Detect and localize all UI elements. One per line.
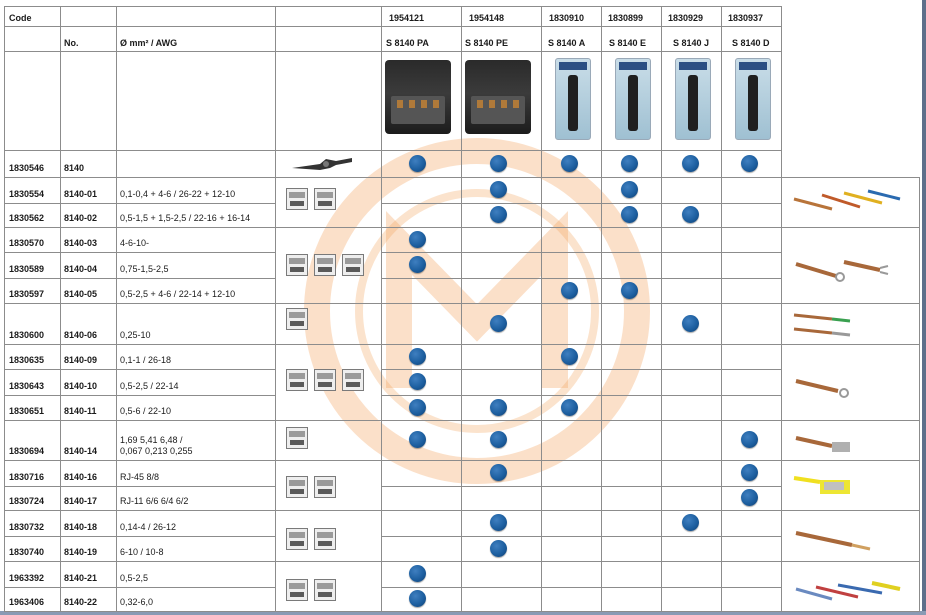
row-size: 0,5-2,5 / 22-14 — [120, 381, 179, 391]
die-set-icon — [286, 308, 308, 330]
row-size: 0,1-0,4 + 4-6 / 26-22 + 12-10 — [120, 189, 236, 199]
row-code: 1830740 — [9, 547, 45, 557]
compatibility-dot — [561, 348, 578, 365]
grid-line — [4, 51, 781, 52]
grid-line — [4, 26, 781, 27]
row-number: 8140-16 — [64, 472, 98, 482]
row-number: 8140-09 — [64, 355, 98, 365]
die-set-icon — [342, 254, 364, 276]
grid-line — [4, 536, 275, 537]
die-set-icon — [286, 528, 308, 550]
row-number: 8140-04 — [64, 264, 98, 274]
grid-line — [116, 6, 117, 611]
terminal-photo-icon — [792, 472, 902, 502]
watermark-logo-icon — [304, 138, 650, 484]
row-code: 1830562 — [9, 213, 45, 223]
row-size: 0,75-1,5-2,5 — [120, 264, 169, 274]
die-set-icon — [286, 188, 308, 210]
row-number: 8140-06 — [64, 330, 98, 340]
compatibility-dot — [409, 399, 426, 416]
grid-line — [4, 344, 275, 345]
grid-line — [721, 6, 722, 611]
row-size: 0,1-1 / 26-18 — [120, 355, 172, 365]
compatibility-dot — [409, 590, 426, 607]
grid-line — [4, 177, 275, 178]
compatibility-dot — [621, 181, 638, 198]
row-number: 8140-21 — [64, 573, 98, 583]
compatibility-dot — [490, 540, 507, 557]
kit-case-icon — [385, 60, 451, 134]
compatibility-dot — [741, 489, 758, 506]
compatibility-dot — [741, 431, 758, 448]
compatibility-dot — [490, 431, 507, 448]
die-set-icon — [286, 254, 308, 276]
die-set-icon — [314, 579, 336, 601]
compatibility-dot — [621, 206, 638, 223]
column-name-5: S 8140 J — [673, 38, 710, 48]
grid-line — [4, 369, 275, 370]
grid-line — [4, 252, 275, 253]
row-size: 1,69 5,41 6,48 / — [120, 435, 183, 445]
grid-line — [781, 510, 920, 511]
row-number: 8140-19 — [64, 547, 98, 557]
grid-line — [781, 303, 920, 304]
grid-line — [381, 611, 781, 612]
die-set-icon — [314, 254, 336, 276]
row-code: 1830716 — [9, 472, 45, 482]
row-number: 8140-01 — [64, 189, 98, 199]
size-header: Ø mm² / AWG — [120, 38, 178, 48]
grid-line — [4, 203, 275, 204]
grid-line — [4, 510, 275, 511]
terminal-photo-icon — [792, 309, 902, 339]
row-size: 4-6-10- — [120, 238, 150, 248]
grid-line — [275, 177, 381, 178]
compatibility-dot — [409, 231, 426, 248]
grid-line — [4, 303, 275, 304]
column-code-2: 1954148 — [469, 13, 505, 23]
terminal-photo-icon — [792, 579, 902, 609]
row-code: 1830546 — [9, 163, 45, 173]
die-set-icon — [286, 476, 308, 498]
grid-line — [4, 587, 275, 588]
row-size: 0,5-6 / 22-10 — [120, 406, 172, 416]
compatibility-dot — [409, 431, 426, 448]
row-number: 8140-17 — [64, 496, 98, 506]
die-set-icon — [286, 369, 308, 391]
column-code-4: 1830899 — [608, 13, 644, 23]
compatibility-dot — [741, 464, 758, 481]
terminal-photo-icon — [792, 256, 902, 286]
right-edge-border — [922, 0, 926, 615]
terminal-photo-icon — [792, 527, 902, 557]
compatibility-dot — [682, 155, 699, 172]
terminal-photo-icon — [792, 375, 902, 405]
die-set-icon — [314, 476, 336, 498]
compatibility-dot — [561, 282, 578, 299]
row-code: 1830554 — [9, 189, 45, 199]
row-code: 1830597 — [9, 289, 45, 299]
die-set-icon — [314, 369, 336, 391]
grid-line — [781, 611, 920, 612]
blister-pack-icon — [675, 58, 711, 140]
compatibility-dot — [490, 181, 507, 198]
grid-line — [781, 561, 920, 562]
blister-pack-icon — [735, 58, 771, 140]
column-code-5: 1830929 — [668, 13, 704, 23]
compatibility-dot — [682, 315, 699, 332]
grid-line — [4, 561, 275, 562]
compatibility-dot — [490, 206, 507, 223]
column-name-4: S 8140 E — [609, 38, 647, 48]
column-name-6: S 8140 D — [732, 38, 770, 48]
column-code-3: 1830910 — [549, 13, 585, 23]
die-set-icon — [314, 528, 336, 550]
grid-line — [4, 278, 275, 279]
grid-line — [4, 460, 275, 461]
row-size: 0,5-2,5 + 4-6 / 22-14 + 12-10 — [120, 289, 236, 299]
grid-line — [781, 460, 920, 461]
die-set-icon — [342, 369, 364, 391]
grid-line — [275, 344, 381, 345]
row-code: 1830570 — [9, 238, 45, 248]
grid-line — [275, 611, 381, 612]
row-code: 1963406 — [9, 597, 45, 607]
row-code: 1830732 — [9, 522, 45, 532]
compatibility-dot — [561, 155, 578, 172]
grid-line — [781, 6, 782, 611]
row-code: 1830651 — [9, 406, 45, 416]
row-size-awg: 0,067 0,213 0,255 — [120, 446, 193, 456]
grid-line — [919, 177, 920, 611]
row-size: 0,5-2,5 — [120, 573, 149, 583]
row-number: 8140-11 — [64, 406, 97, 416]
column-name-1: S 8140 PA — [386, 38, 429, 48]
compatibility-dot — [409, 565, 426, 582]
row-number: 8140-18 — [64, 522, 98, 532]
compatibility-dot — [490, 514, 507, 531]
compatibility-dot — [561, 399, 578, 416]
grid-line — [381, 6, 382, 611]
compatibility-dot — [409, 155, 426, 172]
die-set-icon — [286, 427, 308, 449]
compatibility-table — [4, 6, 920, 611]
grid-line — [781, 177, 920, 178]
grid-line — [275, 303, 381, 304]
row-code: 1963392 — [9, 573, 45, 583]
row-size: RJ-11 6/6 6/4 6/2 — [120, 496, 189, 506]
terminal-photo-icon — [792, 432, 902, 462]
column-name-3: S 8140 A — [548, 38, 586, 48]
terminal-photo-icon — [792, 189, 902, 219]
blister-pack-icon — [615, 58, 651, 140]
compatibility-dot — [490, 464, 507, 481]
row-number: 8140-05 — [64, 289, 98, 299]
grid-line — [781, 420, 920, 421]
grid-line — [4, 395, 275, 396]
grid-line — [541, 6, 542, 611]
grid-line — [275, 460, 381, 461]
column-code-1: 1954121 — [389, 13, 425, 23]
grid-line — [4, 150, 781, 151]
row-size: 0,5-1,5 + 1,5-2,5 / 22-16 + 16-14 — [120, 213, 251, 223]
grid-line — [781, 227, 920, 228]
die-set-icon — [314, 188, 336, 210]
grid-line — [275, 561, 381, 562]
grid-line — [275, 6, 276, 611]
compatibility-dot — [682, 206, 699, 223]
row-size: 0,25-10 — [120, 330, 151, 340]
row-code: 1830694 — [9, 446, 45, 456]
row-number: 8140-02 — [64, 213, 98, 223]
grid-line — [4, 420, 275, 421]
row-size: 0,32-6,0 — [120, 597, 154, 607]
compatibility-dot — [621, 282, 638, 299]
grid-line — [275, 420, 381, 421]
blister-pack-icon — [555, 58, 591, 140]
grid-line — [275, 227, 381, 228]
grid-line — [4, 6, 781, 7]
row-code: 1830724 — [9, 496, 45, 506]
compatibility-dot — [490, 155, 507, 172]
grid-line — [60, 6, 61, 611]
row-size: RJ-45 8/8 — [120, 472, 160, 482]
row-code: 1830589 — [9, 264, 45, 274]
row-code: 1830643 — [9, 381, 45, 391]
compatibility-dot — [682, 514, 699, 531]
grid-line — [275, 510, 381, 511]
compatibility-dot — [409, 348, 426, 365]
grid-line — [4, 227, 275, 228]
grid-line — [4, 6, 5, 611]
grid-line — [661, 6, 662, 611]
kit-case-icon — [465, 60, 531, 134]
grid-line — [4, 486, 275, 487]
row-number: 8140-03 — [64, 238, 98, 248]
column-name-2: S 8140 PE — [465, 38, 509, 48]
no-header: No. — [64, 38, 79, 48]
compatibility-dot — [741, 155, 758, 172]
compatibility-dot — [621, 155, 638, 172]
row-number: 8140 — [64, 163, 85, 173]
code-header: Code — [9, 13, 32, 23]
row-size: 0,14-4 / 26-12 — [120, 522, 177, 532]
row-number: 8140-14 — [64, 446, 98, 456]
grid-line — [461, 6, 462, 611]
grid-line — [4, 611, 275, 612]
compatibility-dot — [490, 399, 507, 416]
grid-line — [781, 344, 920, 345]
grid-line — [601, 6, 602, 611]
row-number: 8140-22 — [64, 597, 98, 607]
row-code: 1830635 — [9, 355, 45, 365]
compatibility-dot — [409, 256, 426, 273]
row-size: 6-10 / 10-8 — [120, 547, 164, 557]
row-number: 8140-10 — [64, 381, 98, 391]
column-code-6: 1830937 — [728, 13, 764, 23]
compatibility-dot — [490, 315, 507, 332]
crimping-tool-icon — [290, 156, 354, 174]
compatibility-dot — [409, 373, 426, 390]
row-code: 1830600 — [9, 330, 45, 340]
die-set-icon — [286, 579, 308, 601]
